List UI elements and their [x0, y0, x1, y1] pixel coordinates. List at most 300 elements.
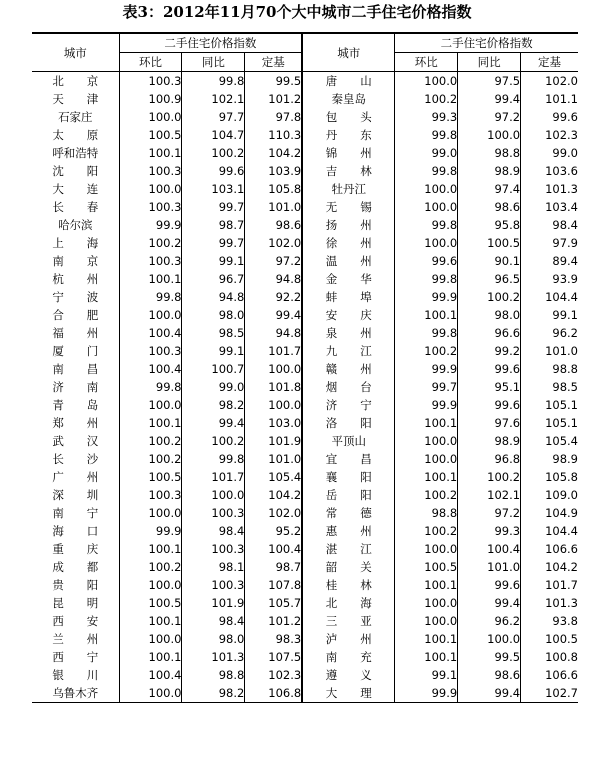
mom-value: 100.1 — [395, 576, 458, 594]
city-name: 南 京 — [32, 252, 119, 270]
yoy-value: 100.4 — [458, 540, 521, 558]
yoy-value: 99.7 — [182, 234, 245, 252]
yoy-value: 98.2 — [182, 396, 245, 414]
mom-value: 100.1 — [119, 540, 182, 558]
yoy-value: 98.0 — [182, 630, 245, 648]
base-value: 92.2 — [245, 288, 302, 306]
mom-value: 100.1 — [395, 648, 458, 666]
yoy-header: 同比 — [182, 53, 245, 72]
base-value: 98.6 — [245, 216, 302, 234]
city-name: 温 州 — [302, 252, 395, 270]
table-row — [32, 126, 578, 144]
city-name: 哈尔滨 — [32, 216, 119, 234]
base-value: 98.9 — [552, 452, 578, 466]
city-name: 上 海 — [32, 234, 119, 252]
city-name: 湛 江 — [302, 540, 395, 558]
base-value: 101.2 — [245, 612, 302, 630]
city-name: 北 京 — [32, 72, 119, 91]
yoy-value: 97.5 — [458, 72, 521, 91]
mom-value: 100.0 — [119, 576, 182, 594]
base-value: 101.9 — [245, 432, 302, 450]
mom-value: 100.0 — [395, 594, 458, 612]
base-value: 106.6 — [545, 668, 578, 682]
mom-value: 100.0 — [119, 108, 182, 126]
base-value: 100.0 — [245, 396, 302, 414]
city-name: 丹 东 — [302, 126, 395, 144]
mom-value: 100.3 — [119, 72, 182, 91]
city-name: 泸 州 — [302, 630, 395, 648]
yoy-value: 98.2 — [182, 684, 245, 703]
mom-value: 99.9 — [119, 216, 182, 234]
city-name: 襄 阳 — [302, 468, 395, 486]
yoy-value: 100.2 — [458, 468, 521, 486]
city-name: 海 口 — [32, 522, 119, 540]
yoy-value: 104.7 — [182, 126, 245, 144]
mom-value: 100.3 — [119, 252, 182, 270]
mom-value: 100.2 — [395, 486, 458, 504]
price-index-table — [32, 32, 578, 703]
base-value: 100.0 — [245, 360, 302, 378]
city-name: 包 头 — [302, 108, 395, 126]
base-value: 100.4 — [245, 540, 302, 558]
yoy-value: 99.6 — [458, 576, 521, 594]
yoy-value: 99.6 — [182, 162, 245, 180]
base-header-2: 定基 — [521, 53, 578, 72]
yoy-value: 98.7 — [182, 216, 245, 234]
mom-value: 99.7 — [395, 378, 458, 396]
table-row — [32, 522, 578, 540]
city-name: 桂 林 — [302, 576, 395, 594]
base-value: 110.3 — [245, 126, 302, 144]
base-value: 98.7 — [245, 558, 302, 576]
city-name: 成 都 — [32, 558, 119, 576]
base-value: 104.2 — [245, 144, 302, 162]
mom-value: 100.5 — [119, 468, 182, 486]
mom-value: 100.1 — [395, 630, 458, 648]
mom-value: 100.0 — [119, 396, 182, 414]
base-value: 104.2 — [545, 560, 578, 574]
table-row — [32, 216, 578, 234]
table-row — [32, 342, 578, 360]
yoy-value: 97.6 — [458, 414, 521, 432]
base-value: 101.7 — [245, 342, 302, 360]
yoy-value: 100.0 — [458, 126, 521, 144]
table-row — [32, 378, 578, 396]
mom-value: 100.5 — [119, 594, 182, 612]
yoy-value: 99.8 — [182, 72, 245, 91]
yoy-value: 98.8 — [182, 666, 245, 684]
base-value: 105.4 — [545, 434, 578, 448]
table-row — [32, 684, 578, 703]
yoy-value: 100.5 — [458, 234, 521, 252]
table-row — [32, 594, 578, 612]
table-row — [32, 648, 578, 666]
yoy-value: 98.8 — [458, 144, 521, 162]
city-name: 泉 州 — [302, 324, 395, 342]
city-name: 贵 阳 — [32, 576, 119, 594]
mom-value: 99.8 — [119, 288, 182, 306]
city-name: 吉 林 — [302, 162, 395, 180]
table-row — [32, 630, 578, 648]
table-row — [32, 414, 578, 432]
table-row — [32, 396, 578, 414]
yoy-value: 90.1 — [458, 252, 521, 270]
mom-value: 99.9 — [395, 684, 458, 703]
city-name: 济 宁 — [302, 396, 395, 414]
city-name: 蚌 埠 — [302, 288, 395, 306]
yoy-value: 98.9 — [458, 162, 521, 180]
city-name: 厦 门 — [32, 342, 119, 360]
mom-value: 100.2 — [395, 342, 458, 360]
table-row — [32, 162, 578, 180]
base-value: 102.0 — [245, 234, 302, 252]
table-row — [32, 180, 578, 198]
mom-value: 100.0 — [395, 612, 458, 630]
mom-value: 99.6 — [395, 252, 458, 270]
base-value: 105.1 — [545, 398, 578, 412]
city-name: 烟 台 — [302, 378, 395, 396]
city-name: 常 德 — [302, 504, 395, 522]
base-value: 103.6 — [545, 164, 578, 178]
yoy-value: 98.1 — [182, 558, 245, 576]
base-value: 99.0 — [552, 146, 578, 160]
base-value: 98.8 — [552, 362, 578, 376]
mom-value: 100.0 — [395, 72, 458, 91]
base-value: 89.4 — [552, 254, 578, 268]
base-value: 101.0 — [545, 344, 578, 358]
mom-value: 100.0 — [119, 180, 182, 198]
table-row — [32, 666, 578, 684]
table-row — [32, 144, 578, 162]
mom-value: 100.5 — [119, 126, 182, 144]
mom-value: 99.9 — [395, 288, 458, 306]
mom-value: 99.0 — [395, 144, 458, 162]
city-name: 兰 州 — [32, 630, 119, 648]
base-value: 99.6 — [552, 110, 578, 124]
base-value: 97.9 — [552, 236, 578, 250]
city-name: 金 华 — [302, 270, 395, 288]
table-row — [32, 108, 578, 126]
mom-value: 100.0 — [119, 306, 182, 324]
city-name: 洛 阳 — [302, 414, 395, 432]
mom-value: 99.3 — [395, 108, 458, 126]
mom-value: 100.9 — [119, 90, 182, 108]
yoy-header-2: 同比 — [458, 53, 521, 72]
city-name: 西 安 — [32, 612, 119, 630]
mom-value: 100.4 — [119, 666, 182, 684]
city-name: 呼和浩特 — [32, 144, 119, 162]
mom-value: 100.2 — [119, 558, 182, 576]
yoy-value: 101.0 — [458, 558, 521, 576]
table-row — [32, 468, 578, 486]
base-value: 100.8 — [545, 650, 578, 664]
yoy-value: 100.0 — [182, 486, 245, 504]
table-row — [32, 288, 578, 306]
mom-value: 100.3 — [119, 486, 182, 504]
mom-value: 100.0 — [395, 198, 458, 216]
yoy-value: 98.0 — [458, 306, 521, 324]
base-value: 107.8 — [245, 576, 302, 594]
table-row — [32, 90, 578, 108]
mom-value: 99.8 — [395, 324, 458, 342]
city-name: 西 宁 — [32, 648, 119, 666]
table-row — [32, 432, 578, 450]
yoy-value: 99.4 — [458, 90, 521, 108]
mom-value: 100.0 — [395, 432, 458, 450]
mom-value: 100.0 — [395, 180, 458, 198]
table-row — [32, 576, 578, 594]
city-name: 北 海 — [302, 594, 395, 612]
base-value: 105.8 — [545, 470, 578, 484]
table-row — [32, 324, 578, 342]
city-name: 青 岛 — [32, 396, 119, 414]
base-value: 95.2 — [245, 522, 302, 540]
base-value: 104.9 — [545, 506, 578, 520]
mom-value: 100.1 — [119, 144, 182, 162]
mom-header-2: 环比 — [395, 53, 458, 72]
yoy-value: 96.6 — [458, 324, 521, 342]
base-value: 101.0 — [245, 450, 302, 468]
city-name: 平顶山 — [302, 432, 395, 450]
mom-value: 98.8 — [395, 504, 458, 522]
yoy-value: 101.7 — [182, 468, 245, 486]
city-name: 太 原 — [32, 126, 119, 144]
table-row — [32, 252, 578, 270]
yoy-value: 100.7 — [182, 360, 245, 378]
yoy-value: 98.5 — [182, 324, 245, 342]
yoy-value: 97.7 — [182, 108, 245, 126]
city-name: 乌鲁木齐 — [32, 684, 119, 703]
city-name: 长 春 — [32, 198, 119, 216]
yoy-value: 96.7 — [182, 270, 245, 288]
table-row — [32, 504, 578, 522]
base-value: 105.1 — [545, 416, 578, 430]
base-value: 97.2 — [245, 252, 302, 270]
mom-value: 100.0 — [119, 630, 182, 648]
mom-value: 100.1 — [119, 612, 182, 630]
base-value: 109.0 — [545, 488, 578, 502]
base-value: 101.2 — [245, 90, 302, 108]
yoy-value: 100.2 — [182, 144, 245, 162]
yoy-value: 99.4 — [182, 414, 245, 432]
yoy-value: 99.6 — [458, 360, 521, 378]
yoy-value: 103.1 — [182, 180, 245, 198]
base-value: 98.3 — [245, 630, 302, 648]
city-name: 武 汉 — [32, 432, 119, 450]
mom-value: 99.8 — [395, 216, 458, 234]
mom-value: 100.5 — [395, 558, 458, 576]
yoy-value: 94.8 — [182, 288, 245, 306]
city-name: 杭 州 — [32, 270, 119, 288]
city-name: 赣 州 — [302, 360, 395, 378]
mom-value: 100.3 — [119, 342, 182, 360]
mom-value: 100.3 — [119, 162, 182, 180]
city-name: 秦皇岛 — [302, 90, 395, 108]
base-value: 99.1 — [552, 308, 578, 322]
base-value: 105.8 — [245, 180, 302, 198]
yoy-value: 95.8 — [458, 216, 521, 234]
city-name: 广 州 — [32, 468, 119, 486]
yoy-value: 98.4 — [182, 612, 245, 630]
base-value: 105.4 — [245, 468, 302, 486]
table-row — [32, 360, 578, 378]
yoy-value: 97.4 — [458, 180, 521, 198]
table-row — [32, 540, 578, 558]
mom-value: 99.8 — [395, 162, 458, 180]
base-value: 102.3 — [545, 128, 578, 142]
city-name: 安 庆 — [302, 306, 395, 324]
yoy-value: 102.1 — [182, 90, 245, 108]
city-header: 城市 — [32, 33, 119, 72]
base-value: 102.0 — [245, 504, 302, 522]
city-name: 无 锡 — [302, 198, 395, 216]
city-name: 韶 关 — [302, 558, 395, 576]
yoy-value: 96.2 — [458, 612, 521, 630]
city-name: 宁 波 — [32, 288, 119, 306]
yoy-value: 99.3 — [458, 522, 521, 540]
city-name: 深 圳 — [32, 486, 119, 504]
mom-value: 100.2 — [119, 234, 182, 252]
base-value: 102.0 — [545, 74, 578, 88]
city-name: 宜 昌 — [302, 450, 395, 468]
base-value: 99.4 — [245, 306, 302, 324]
mom-value: 99.1 — [395, 666, 458, 684]
yoy-value: 98.4 — [182, 522, 245, 540]
yoy-value: 100.2 — [182, 432, 245, 450]
city-name: 岳 阳 — [302, 486, 395, 504]
yoy-value: 100.0 — [458, 630, 521, 648]
yoy-value: 101.3 — [182, 648, 245, 666]
mom-value: 100.1 — [395, 414, 458, 432]
city-header-2: 城市 — [302, 33, 395, 72]
yoy-value: 99.1 — [182, 252, 245, 270]
city-name: 唐 山 — [302, 72, 395, 91]
mom-value: 100.0 — [119, 504, 182, 522]
base-value: 103.0 — [245, 414, 302, 432]
mom-value: 100.2 — [395, 90, 458, 108]
base-value: 104.4 — [545, 290, 578, 304]
yoy-value: 98.6 — [458, 198, 521, 216]
yoy-value: 99.1 — [182, 342, 245, 360]
table-row — [32, 72, 578, 91]
table-title: 表3：2012年11月70个大中城市二手住宅价格指数 — [122, 3, 472, 21]
table-row — [32, 450, 578, 468]
base-value: 97.8 — [245, 108, 302, 126]
city-name: 昆 明 — [32, 594, 119, 612]
table-row — [32, 558, 578, 576]
mom-value: 100.0 — [395, 234, 458, 252]
base-value: 94.8 — [245, 270, 302, 288]
city-name: 大 理 — [302, 684, 395, 703]
table-row — [32, 612, 578, 630]
base-value: 101.3 — [545, 596, 578, 610]
city-name: 济 南 — [32, 378, 119, 396]
yoy-value: 101.9 — [182, 594, 245, 612]
base-value: 100.5 — [545, 632, 578, 646]
city-name: 牡丹江 — [302, 180, 395, 198]
mom-value: 100.4 — [119, 360, 182, 378]
mom-value: 100.0 — [395, 540, 458, 558]
base-value: 93.8 — [552, 614, 578, 628]
base-value: 101.8 — [245, 378, 302, 396]
base-value: 107.5 — [245, 648, 302, 666]
yoy-value: 98.9 — [458, 432, 521, 450]
city-name: 福 州 — [32, 324, 119, 342]
base-value: 102.7 — [521, 684, 578, 703]
mom-value: 100.2 — [395, 522, 458, 540]
city-name: 天 津 — [32, 90, 119, 108]
city-name: 重 庆 — [32, 540, 119, 558]
table-row — [32, 306, 578, 324]
city-name: 大 连 — [32, 180, 119, 198]
base-value: 105.7 — [245, 594, 302, 612]
mom-value: 100.2 — [119, 450, 182, 468]
base-value: 106.8 — [245, 684, 302, 703]
table-row — [32, 198, 578, 216]
yoy-value: 100.3 — [182, 504, 245, 522]
yoy-value: 98.0 — [182, 306, 245, 324]
yoy-value: 96.8 — [458, 450, 521, 468]
city-name: 南 充 — [302, 648, 395, 666]
base-value: 98.4 — [552, 218, 578, 232]
mom-value: 100.1 — [395, 306, 458, 324]
yoy-value: 95.1 — [458, 378, 521, 396]
index-group-header: 二手住宅价格指数 — [119, 33, 302, 53]
yoy-value: 97.2 — [458, 108, 521, 126]
base-value: 94.8 — [245, 324, 302, 342]
city-name: 锦 州 — [302, 144, 395, 162]
city-name: 惠 州 — [302, 522, 395, 540]
yoy-value: 99.4 — [458, 684, 521, 703]
mom-value: 100.1 — [119, 414, 182, 432]
yoy-value: 98.6 — [458, 666, 521, 684]
base-value: 96.2 — [552, 326, 578, 340]
table-row — [32, 486, 578, 504]
mom-value: 100.2 — [119, 432, 182, 450]
yoy-value: 99.8 — [182, 450, 245, 468]
mom-value: 99.8 — [119, 378, 182, 396]
mom-value: 100.4 — [119, 324, 182, 342]
base-value: 103.4 — [545, 200, 578, 214]
base-value: 101.1 — [545, 92, 578, 106]
base-value: 102.3 — [245, 666, 302, 684]
yoy-value: 99.5 — [458, 648, 521, 666]
yoy-value: 99.7 — [182, 198, 245, 216]
yoy-value: 100.3 — [182, 576, 245, 594]
yoy-value: 102.1 — [458, 486, 521, 504]
yoy-value: 100.3 — [182, 540, 245, 558]
yoy-value: 99.6 — [458, 396, 521, 414]
city-name: 九 江 — [302, 342, 395, 360]
base-value: 104.4 — [545, 524, 578, 538]
base-value: 103.9 — [245, 162, 302, 180]
base-value: 101.0 — [245, 198, 302, 216]
base-value: 104.2 — [245, 486, 302, 504]
mom-value: 99.9 — [119, 522, 182, 540]
table-row — [32, 234, 578, 252]
mom-value: 100.1 — [395, 468, 458, 486]
mom-value: 100.1 — [119, 270, 182, 288]
city-name: 郑 州 — [32, 414, 119, 432]
city-name: 南 宁 — [32, 504, 119, 522]
yoy-value: 96.5 — [458, 270, 521, 288]
city-name: 南 昌 — [32, 360, 119, 378]
city-name: 徐 州 — [302, 234, 395, 252]
city-name: 三 亚 — [302, 612, 395, 630]
mom-value: 99.8 — [395, 270, 458, 288]
yoy-value: 99.0 — [182, 378, 245, 396]
base-value: 98.5 — [552, 380, 578, 394]
